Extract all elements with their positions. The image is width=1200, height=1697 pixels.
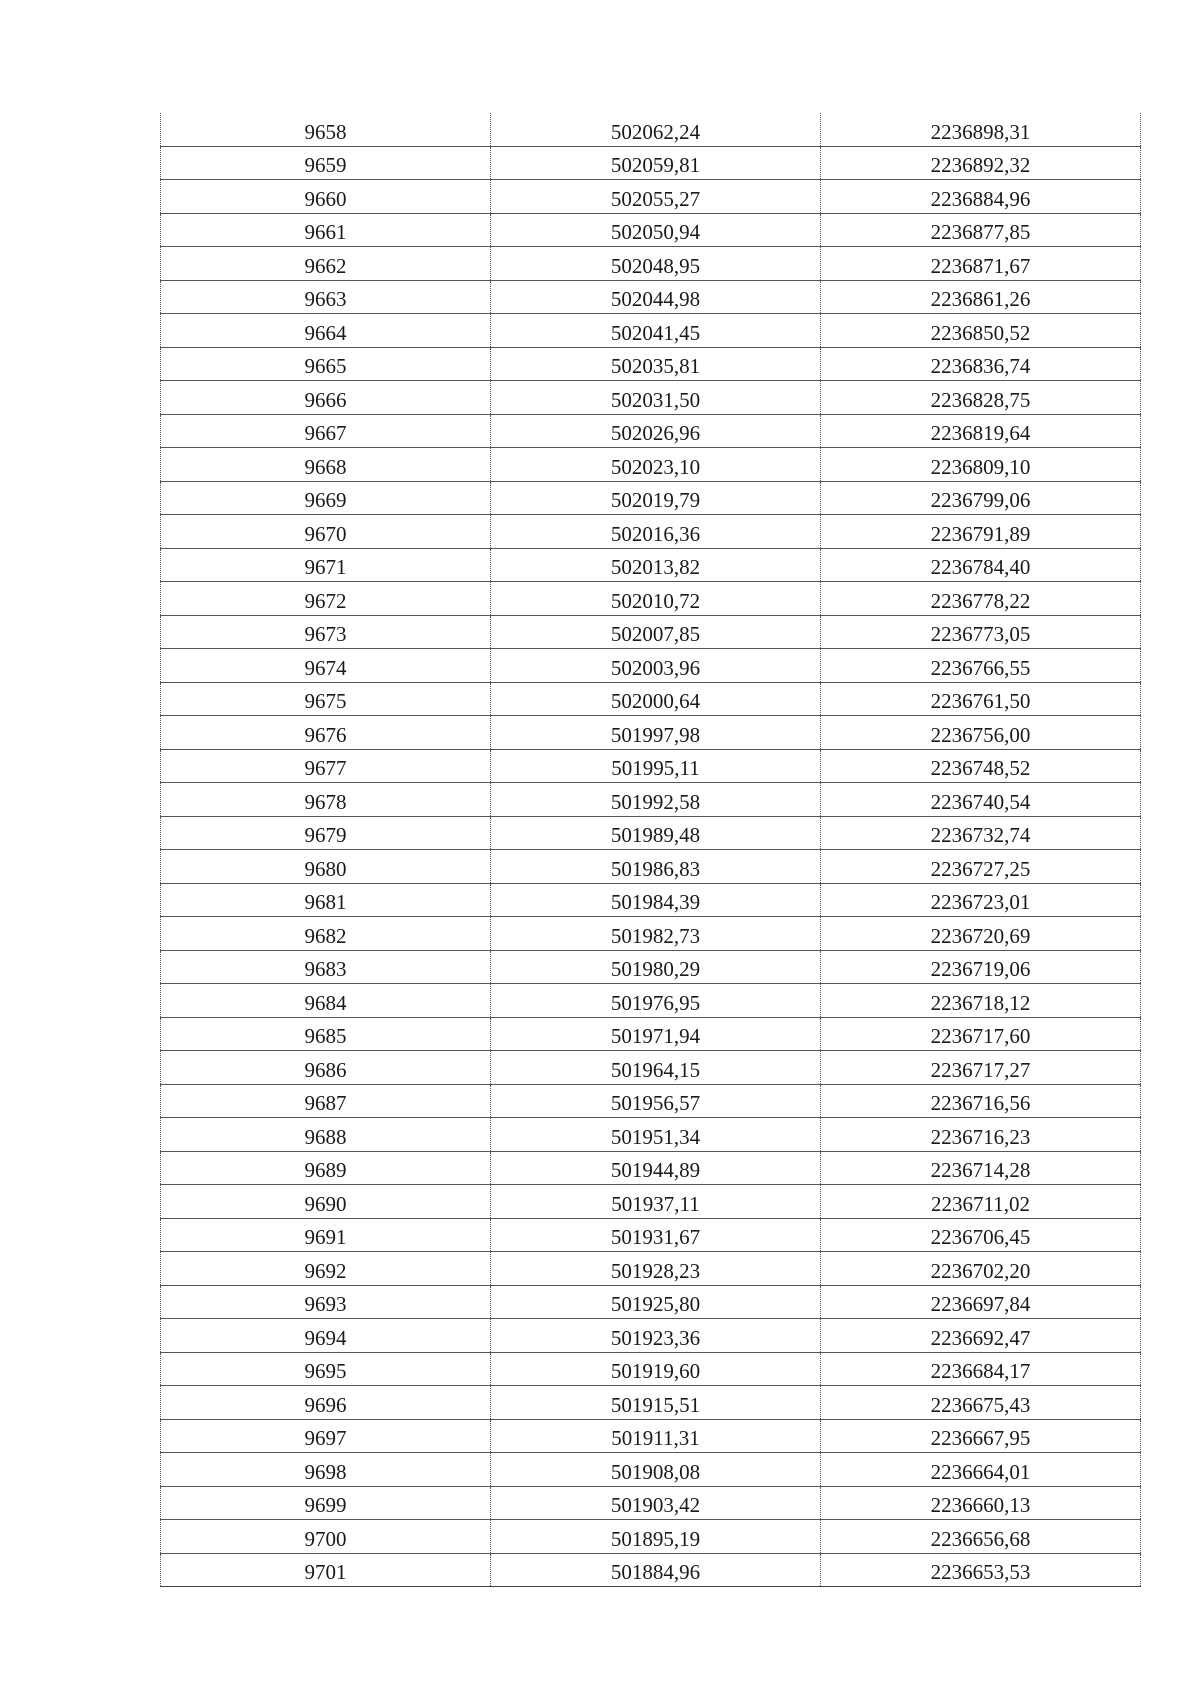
point-number-cell: 9677 (161, 749, 491, 783)
point-number-cell: 9700 (161, 1520, 491, 1554)
point-number-cell: 9662 (161, 247, 491, 281)
table-row (161, 950, 1141, 984)
point-number-cell: 9697 (161, 1419, 491, 1453)
y-coordinate-cell: 2236684,17 (821, 1352, 1141, 1386)
x-coordinate-cell: 501995,11 (491, 749, 821, 783)
y-coordinate-cell: 2236732,74 (821, 816, 1141, 850)
table-row (161, 716, 1141, 750)
point-number-cell: 9665 (161, 347, 491, 381)
x-coordinate-cell: 501992,58 (491, 783, 821, 817)
x-coordinate-cell: 502010,72 (491, 582, 821, 616)
table-row (161, 1453, 1141, 1487)
y-coordinate-cell: 2236748,52 (821, 749, 1141, 783)
y-coordinate-cell: 2236717,60 (821, 1017, 1141, 1051)
table-row (161, 783, 1141, 817)
x-coordinate-cell: 502062,24 (491, 113, 821, 146)
coordinates-table-body (161, 113, 1141, 1587)
table-row (161, 749, 1141, 783)
point-number-cell: 9659 (161, 146, 491, 180)
y-coordinate-cell: 2236706,45 (821, 1218, 1141, 1252)
y-coordinate-cell: 2236861,26 (821, 280, 1141, 314)
x-coordinate-cell: 501986,83 (491, 850, 821, 884)
x-coordinate-cell: 501923,36 (491, 1319, 821, 1353)
table-row (161, 213, 1141, 247)
point-number-cell: 9698 (161, 1453, 491, 1487)
y-coordinate-cell: 2236892,32 (821, 146, 1141, 180)
x-coordinate-cell: 501925,80 (491, 1285, 821, 1319)
table-row (161, 180, 1141, 214)
table-row (161, 347, 1141, 381)
point-number-cell: 9691 (161, 1218, 491, 1252)
table-row (161, 414, 1141, 448)
point-number-cell: 9668 (161, 448, 491, 482)
x-coordinate-cell: 501956,57 (491, 1084, 821, 1118)
table-row (161, 1118, 1141, 1152)
table-row (161, 381, 1141, 415)
y-coordinate-cell: 2236791,89 (821, 515, 1141, 549)
y-coordinate-cell: 2236664,01 (821, 1453, 1141, 1487)
x-coordinate-cell: 501911,31 (491, 1419, 821, 1453)
table-row (161, 314, 1141, 348)
y-coordinate-cell: 2236723,01 (821, 883, 1141, 917)
x-coordinate-cell: 501915,51 (491, 1386, 821, 1420)
table-row (161, 1352, 1141, 1386)
y-coordinate-cell: 2236697,84 (821, 1285, 1141, 1319)
point-number-cell: 9672 (161, 582, 491, 616)
y-coordinate-cell: 2236692,47 (821, 1319, 1141, 1353)
y-coordinate-cell: 2236660,13 (821, 1486, 1141, 1520)
x-coordinate-cell: 501951,34 (491, 1118, 821, 1152)
x-coordinate-cell: 502031,50 (491, 381, 821, 415)
y-coordinate-cell: 2236656,68 (821, 1520, 1141, 1554)
point-number-cell: 9692 (161, 1252, 491, 1286)
table-row (161, 1218, 1141, 1252)
table-row (161, 917, 1141, 951)
x-coordinate-cell: 501908,08 (491, 1453, 821, 1487)
point-number-cell: 9683 (161, 950, 491, 984)
table-row (161, 280, 1141, 314)
y-coordinate-cell: 2236718,12 (821, 984, 1141, 1018)
x-coordinate-cell: 501937,11 (491, 1185, 821, 1219)
table-row (161, 1319, 1141, 1353)
x-coordinate-cell: 501984,39 (491, 883, 821, 917)
y-coordinate-cell: 2236740,54 (821, 783, 1141, 817)
point-number-cell: 9681 (161, 883, 491, 917)
y-coordinate-cell: 2236720,69 (821, 917, 1141, 951)
table-row (161, 515, 1141, 549)
x-coordinate-cell: 502044,98 (491, 280, 821, 314)
x-coordinate-cell: 501928,23 (491, 1252, 821, 1286)
x-coordinate-cell: 502007,85 (491, 615, 821, 649)
x-coordinate-cell: 501919,60 (491, 1352, 821, 1386)
point-number-cell: 9679 (161, 816, 491, 850)
point-number-cell: 9689 (161, 1151, 491, 1185)
x-coordinate-cell: 501997,98 (491, 716, 821, 750)
x-coordinate-cell: 502035,81 (491, 347, 821, 381)
y-coordinate-cell: 2236702,20 (821, 1252, 1141, 1286)
table-row (161, 481, 1141, 515)
x-coordinate-cell: 502055,27 (491, 180, 821, 214)
y-coordinate-cell: 2236711,02 (821, 1185, 1141, 1219)
point-number-cell: 9695 (161, 1352, 491, 1386)
point-number-cell: 9673 (161, 615, 491, 649)
y-coordinate-cell: 2236836,74 (821, 347, 1141, 381)
table-row (161, 1386, 1141, 1420)
y-coordinate-cell: 2236719,06 (821, 950, 1141, 984)
table-row (161, 1520, 1141, 1554)
table-row (161, 582, 1141, 616)
table-row (161, 1553, 1141, 1587)
point-number-cell: 9685 (161, 1017, 491, 1051)
table-row (161, 146, 1141, 180)
point-number-cell: 9664 (161, 314, 491, 348)
table-row (161, 816, 1141, 850)
x-coordinate-cell: 501976,95 (491, 984, 821, 1018)
table-row (161, 113, 1141, 146)
x-coordinate-cell: 501980,29 (491, 950, 821, 984)
table-row (161, 649, 1141, 683)
x-coordinate-cell: 502041,45 (491, 314, 821, 348)
table-row (161, 1486, 1141, 1520)
x-coordinate-cell: 501903,42 (491, 1486, 821, 1520)
point-number-cell: 9680 (161, 850, 491, 884)
y-coordinate-cell: 2236756,00 (821, 716, 1141, 750)
x-coordinate-cell: 502016,36 (491, 515, 821, 549)
point-number-cell: 9674 (161, 649, 491, 683)
x-coordinate-cell: 501884,96 (491, 1553, 821, 1587)
x-coordinate-cell: 501982,73 (491, 917, 821, 951)
point-number-cell: 9678 (161, 783, 491, 817)
y-coordinate-cell: 2236653,53 (821, 1553, 1141, 1587)
x-coordinate-cell: 502026,96 (491, 414, 821, 448)
point-number-cell: 9694 (161, 1319, 491, 1353)
point-number-cell: 9690 (161, 1185, 491, 1219)
point-number-cell: 9676 (161, 716, 491, 750)
x-coordinate-cell: 501989,48 (491, 816, 821, 850)
table-row (161, 850, 1141, 884)
point-number-cell: 9670 (161, 515, 491, 549)
point-number-cell: 9661 (161, 213, 491, 247)
point-number-cell: 9658 (161, 113, 491, 146)
point-number-cell: 9669 (161, 481, 491, 515)
x-coordinate-cell: 502019,79 (491, 481, 821, 515)
x-coordinate-cell: 501944,89 (491, 1151, 821, 1185)
point-number-cell: 9666 (161, 381, 491, 415)
point-number-cell: 9667 (161, 414, 491, 448)
y-coordinate-cell: 2236884,96 (821, 180, 1141, 214)
y-coordinate-cell: 2236714,28 (821, 1151, 1141, 1185)
point-number-cell: 9687 (161, 1084, 491, 1118)
y-coordinate-cell: 2236675,43 (821, 1386, 1141, 1420)
x-coordinate-cell: 502059,81 (491, 146, 821, 180)
table-row (161, 615, 1141, 649)
point-number-cell: 9699 (161, 1486, 491, 1520)
point-number-cell: 9671 (161, 548, 491, 582)
y-coordinate-cell: 2236773,05 (821, 615, 1141, 649)
x-coordinate-cell: 502050,94 (491, 213, 821, 247)
table-row (161, 984, 1141, 1018)
table-row (161, 1151, 1141, 1185)
y-coordinate-cell: 2236784,40 (821, 548, 1141, 582)
table-row (161, 448, 1141, 482)
table-row (161, 883, 1141, 917)
y-coordinate-cell: 2236819,64 (821, 414, 1141, 448)
x-coordinate-cell: 502048,95 (491, 247, 821, 281)
y-coordinate-cell: 2236727,25 (821, 850, 1141, 884)
point-number-cell: 9660 (161, 180, 491, 214)
x-coordinate-cell: 502013,82 (491, 548, 821, 582)
point-number-cell: 9696 (161, 1386, 491, 1420)
point-number-cell: 9684 (161, 984, 491, 1018)
coordinates-table (160, 113, 1141, 1587)
point-number-cell: 9686 (161, 1051, 491, 1085)
table-row (161, 1051, 1141, 1085)
x-coordinate-cell: 501895,19 (491, 1520, 821, 1554)
y-coordinate-cell: 2236898,31 (821, 113, 1141, 146)
table-row (161, 1185, 1141, 1219)
table-row (161, 1285, 1141, 1319)
y-coordinate-cell: 2236799,06 (821, 481, 1141, 515)
point-number-cell: 9675 (161, 682, 491, 716)
point-number-cell: 9693 (161, 1285, 491, 1319)
x-coordinate-cell: 501971,94 (491, 1017, 821, 1051)
table-row (161, 1084, 1141, 1118)
y-coordinate-cell: 2236828,75 (821, 381, 1141, 415)
y-coordinate-cell: 2236716,56 (821, 1084, 1141, 1118)
y-coordinate-cell: 2236778,22 (821, 582, 1141, 616)
y-coordinate-cell: 2236717,27 (821, 1051, 1141, 1085)
table-row (161, 1017, 1141, 1051)
table-row (161, 1252, 1141, 1286)
point-number-cell: 9688 (161, 1118, 491, 1152)
y-coordinate-cell: 2236850,52 (821, 314, 1141, 348)
y-coordinate-cell: 2236716,23 (821, 1118, 1141, 1152)
x-coordinate-cell: 502003,96 (491, 649, 821, 683)
table-row (161, 247, 1141, 281)
x-coordinate-cell: 502023,10 (491, 448, 821, 482)
point-number-cell: 9663 (161, 280, 491, 314)
y-coordinate-cell: 2236877,85 (821, 213, 1141, 247)
y-coordinate-cell: 2236809,10 (821, 448, 1141, 482)
y-coordinate-cell: 2236871,67 (821, 247, 1141, 281)
x-coordinate-cell: 501964,15 (491, 1051, 821, 1085)
x-coordinate-cell: 501931,67 (491, 1218, 821, 1252)
table-row (161, 1419, 1141, 1453)
point-number-cell: 9682 (161, 917, 491, 951)
table-row (161, 682, 1141, 716)
y-coordinate-cell: 2236766,55 (821, 649, 1141, 683)
y-coordinate-cell: 2236667,95 (821, 1419, 1141, 1453)
point-number-cell: 9701 (161, 1553, 491, 1587)
x-coordinate-cell: 502000,64 (491, 682, 821, 716)
table-row (161, 548, 1141, 582)
y-coordinate-cell: 2236761,50 (821, 682, 1141, 716)
